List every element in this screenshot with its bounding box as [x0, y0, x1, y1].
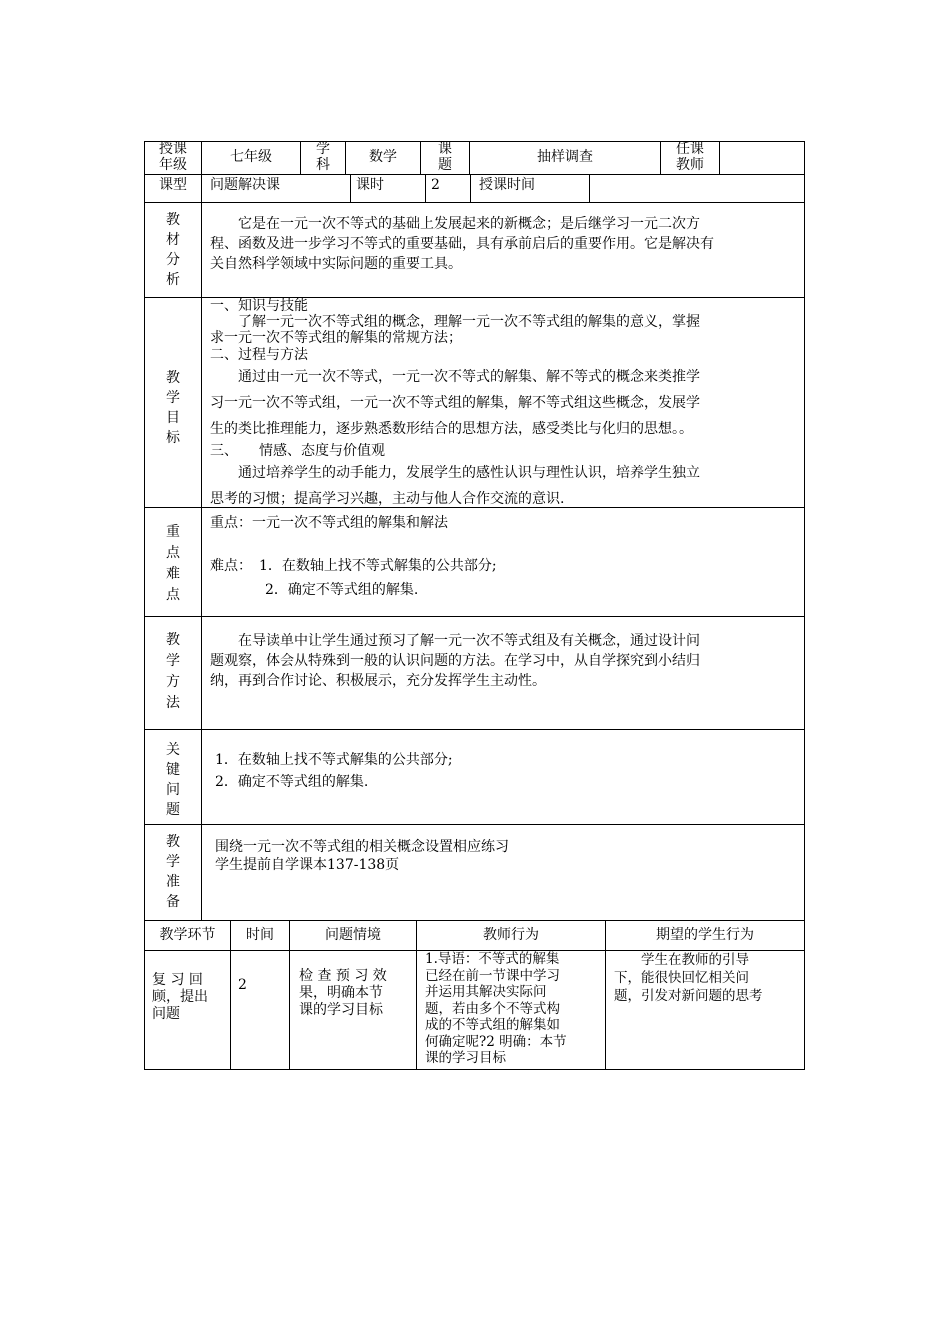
material-line: 它是在一元一次不等式的基础上发展起来的新概念；是后继学习一元二次方 [210, 216, 700, 232]
type-value: 问题解决课 [210, 177, 280, 193]
goals-label: 教 学 目 标 [166, 370, 180, 446]
process-header-stage: 教学环节 [159, 927, 216, 943]
material-text [210, 214, 714, 274]
method-line: 纳，再到合作讨论、积极展示，充分发挥学生主动性。 [210, 673, 546, 689]
goals-line: 通过由一元一次不等式，一元一次不等式的解集、解不等式的概念来类推学 [210, 369, 700, 385]
goals-line: 求一元一次不等式组的解集的常规方法； [210, 330, 462, 346]
teacher-line: 成的不等式组的解集如 [425, 1017, 560, 1033]
teacher-label: 任课 教师 [676, 141, 704, 173]
questions-text [215, 749, 453, 793]
prep-line: 围绕一元一次不等式组的相关概念设置相应练习 [215, 839, 509, 855]
process-row-time-cell [230, 950, 290, 1070]
process-row-time: 2 [238, 977, 247, 993]
stage-line: 复 习 回 [152, 972, 203, 988]
subject-value: 数学 [369, 149, 397, 165]
type-label: 课型 [159, 177, 187, 193]
key-focus: 重点：一元一次不等式组的解集和解法 [210, 515, 448, 531]
process-row-stage [152, 972, 208, 1023]
process-header-time: 时间 [246, 927, 274, 943]
process-header-student: 期望的学生行为 [656, 927, 754, 943]
teacher-line: 1.导语：不等式的解集 [425, 951, 560, 967]
topic-label: 课 题 [438, 141, 452, 173]
questions-line: 2．确定不等式组的解集. [215, 774, 369, 790]
subject-label: 学 科 [316, 141, 330, 173]
teacher-line: 课的学习目标 [425, 1050, 506, 1066]
material-line: 关自然科学领域中实际问题的重要工具。 [210, 256, 462, 272]
teacher-line: 题，若由多个不等式构 [425, 1000, 560, 1017]
prep-label: 教 学 准 备 [166, 834, 180, 910]
goals-line: 了解一元一次不等式组的概念，理解一元一次不等式组的解集的意义，掌握 [210, 314, 700, 330]
teacher-value-cell [719, 141, 805, 175]
teacher-line: 何确定呢?2 明确：本节 [425, 1033, 567, 1050]
method-text [210, 631, 700, 691]
goals-line: 三、 情感、态度与价值观 [210, 443, 385, 459]
process-row-situation [299, 968, 387, 1019]
student-line: 学生在教师的引导 [614, 952, 749, 968]
method-label: 教 学 方 法 [166, 632, 180, 711]
situation-line: 果，明确本节 [299, 985, 383, 1001]
method-line: 题观察，体会从特殊到一般的认识问题的方法。在学习中，从自学探究到小结归 [210, 653, 700, 669]
goals-line: 二、过程与方法 [210, 347, 308, 363]
situation-line: 检 查 预 习 效 [299, 968, 387, 984]
hours-value: 2 [431, 177, 440, 193]
goals-text [210, 298, 700, 512]
questions-label: 关 键 问 题 [166, 742, 180, 818]
grade-value: 七年级 [230, 149, 272, 165]
goals-line: 一、知识与技能 [210, 298, 308, 314]
process-row-teacher [425, 951, 567, 1067]
grade-label: 授课 年级 [159, 141, 187, 173]
goals-line: 生的类比推理能力，逐步熟悉数形结合的思想方法，感受类比与化归的思想。。 [210, 421, 693, 437]
key-difficulty-2: 2．确定不等式组的解集. [265, 582, 419, 598]
process-header-teacher: 教师行为 [483, 927, 539, 943]
method-line: 在导读单中让学生通过预习了解一元一次不等式组及有关概念，通过设计问 [210, 633, 700, 649]
teacher-line: 并运用其解决实际问 [425, 984, 547, 1000]
topic-value: 抽样调查 [537, 149, 593, 165]
situation-line: 课的学习目标 [299, 1002, 383, 1018]
time-label: 授课时间 [479, 177, 535, 193]
student-line: 下，能很快回忆相关问 [614, 970, 749, 986]
prep-text [215, 838, 509, 874]
hours-label: 课时 [356, 177, 384, 193]
student-line: 题，引发对新问题的思考 [614, 988, 763, 1004]
goals-line: 习一元一次不等式组，一元一次不等式组的解集，解不等式组这些概念，发展学 [210, 395, 700, 411]
process-row-student [614, 951, 763, 1005]
questions-line: 1．在数轴上找不等式解集的公共部分; [215, 752, 453, 768]
key-difficulty-1: 难点： 1．在数轴上找不等式解集的公共部分; [210, 558, 497, 574]
goals-line: 思考的习惯；提高学习兴趣，主动与他人合作交流的意识. [210, 491, 565, 507]
time-value-cell [589, 174, 805, 203]
stage-line: 顾，提出 [152, 989, 208, 1005]
goals-line: 通过培养学生的动手能力，发展学生的感性认识与理性认识，培养学生独立 [210, 465, 700, 481]
material-line: 程、函数及进一步学习不等式的重要基础，具有承前启后的重要作用。它是解决有 [210, 236, 714, 252]
stage-line: 问题 [152, 1006, 180, 1022]
prep-line: 学生提前自学课本137-138页 [215, 857, 400, 873]
material-label: 教 材 分 析 [166, 212, 180, 288]
process-header-situation: 问题情境 [325, 927, 381, 943]
key-label: 重 点 难 点 [166, 524, 180, 603]
teacher-line: 已经在前一节课中学习 [425, 967, 560, 984]
